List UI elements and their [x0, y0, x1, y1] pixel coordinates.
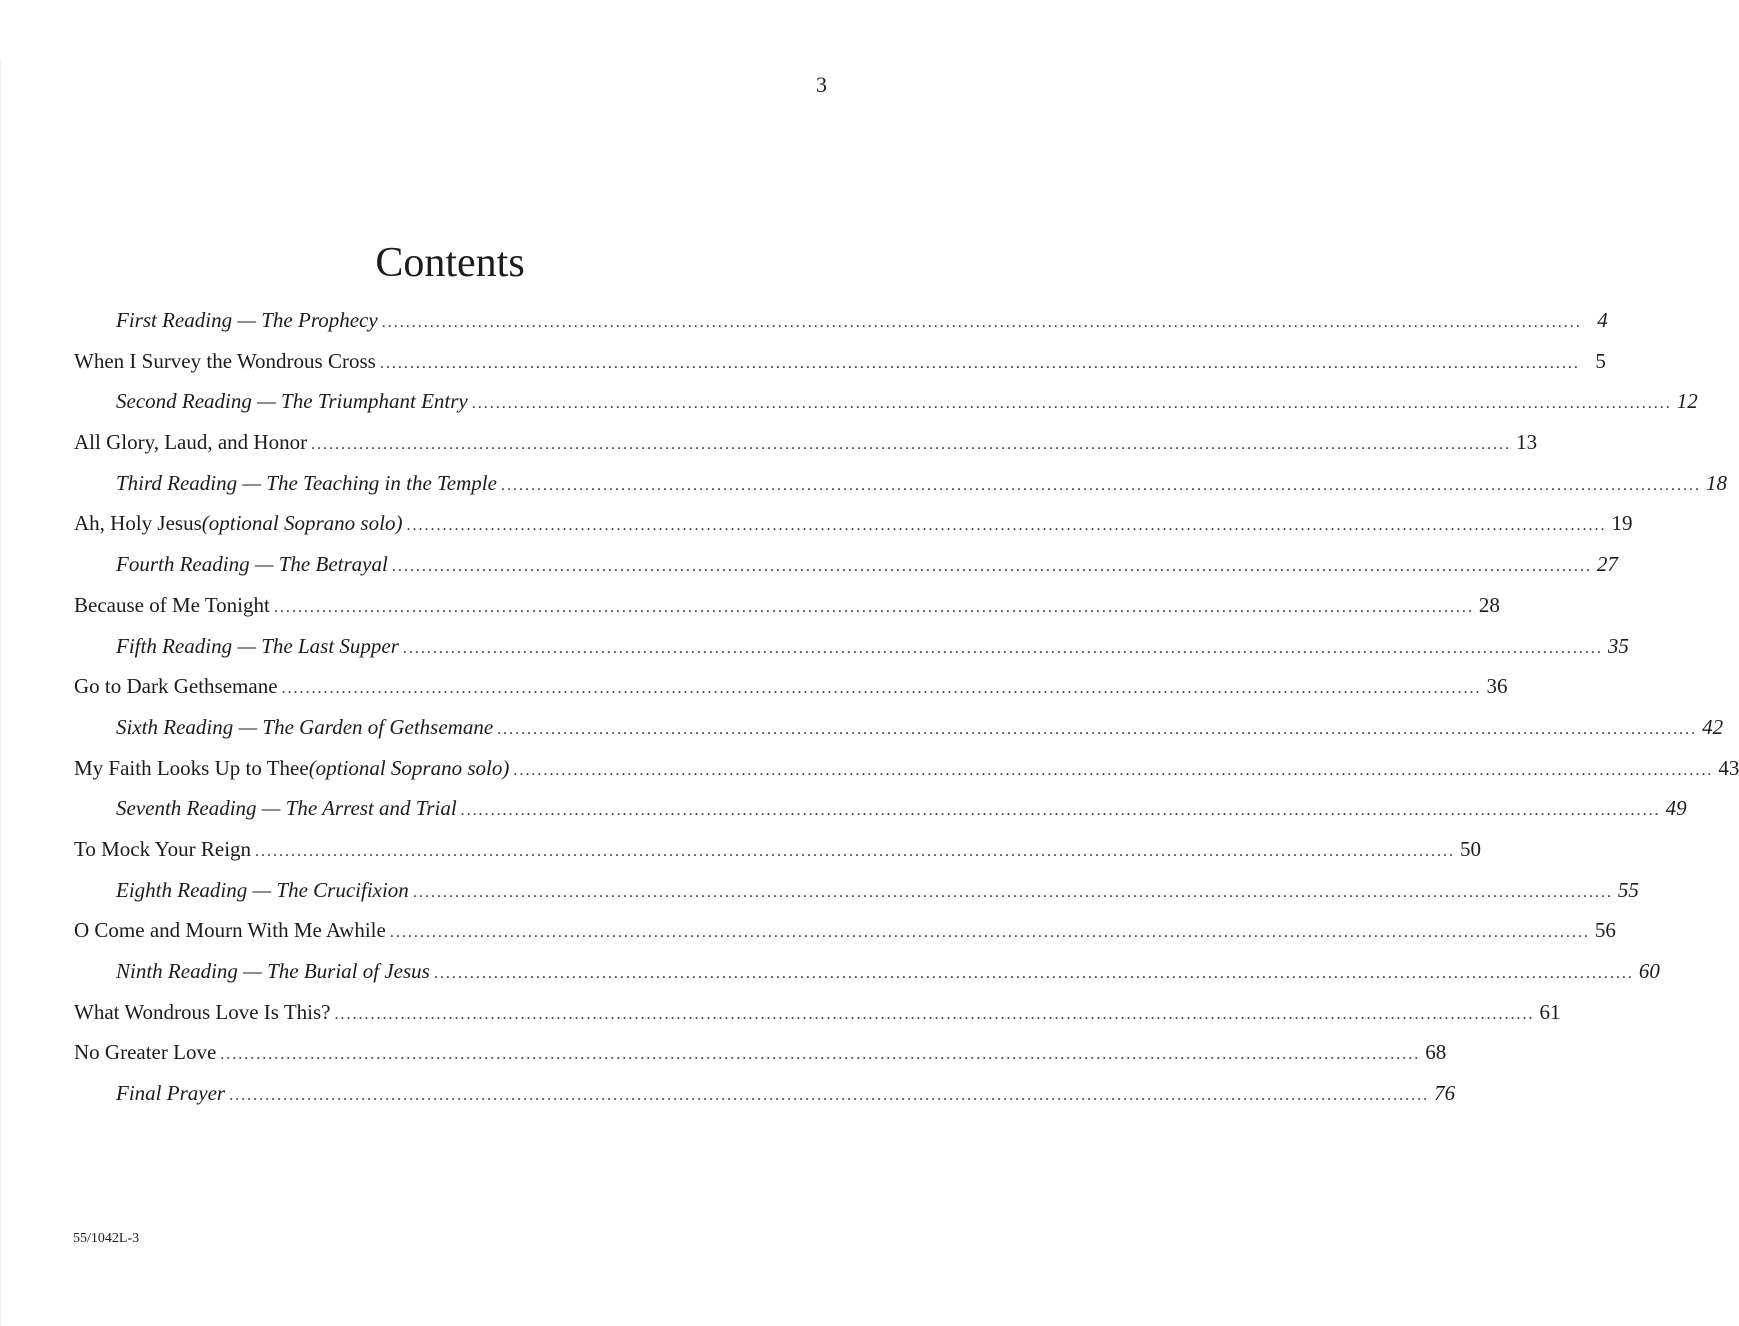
toc-entry[interactable] — [74, 386, 1698, 427]
toc-entry-title: My Faith Looks Up to Thee — [74, 755, 309, 780]
toc-entry[interactable] — [74, 305, 1608, 346]
toc-entry-title: Ninth Reading — The Burial of Jesus — [116, 959, 430, 983]
toc-entry[interactable] — [74, 346, 1606, 387]
toc-entry[interactable] — [74, 753, 1739, 794]
toc-entry-page: 43 — [1718, 755, 1739, 780]
toc-entry-page: 68 — [1425, 1040, 1447, 1065]
toc-entry-page: 56 — [1594, 918, 1616, 943]
toc-entry-page: 12 — [1676, 389, 1698, 414]
toc-entry-page: 19 — [1611, 511, 1633, 536]
dot-leader: ........................................................................................................................................................................................................ — [412, 883, 1613, 901]
dot-leader: ........................................................................................................................................................................................................ — [471, 395, 1672, 413]
dot-leader: ........................................................................................................................................................................................................ — [311, 436, 1512, 454]
dot-leader: ........................................................................................................................................................................................................ — [379, 354, 1580, 372]
toc-entry-title: First Reading — The Prophecy — [116, 308, 378, 332]
dot-leader: ........................................................................................................................................................................................................ — [497, 720, 1698, 738]
toc-entry[interactable] — [74, 875, 1639, 916]
dot-leader: ........................................................................................................................................................................................................ — [402, 639, 1603, 657]
dot-leader: ........................................................................................................................................................................................................ — [281, 680, 1482, 698]
toc-entry-title: Second Reading — The Triumphant Entry — [116, 389, 468, 414]
toc-entry-page: 76 — [1434, 1081, 1456, 1106]
toc-entry[interactable] — [74, 712, 1724, 753]
dot-leader: ........................................................................................................................................................................................................ — [220, 1046, 1421, 1064]
toc-entry-title: Fourth Reading — The Betrayal — [116, 552, 388, 577]
toc-entry-title: Fifth Reading — The Last Supper — [116, 633, 399, 658]
page-number: 3 — [816, 72, 827, 97]
toc-entry-title: What Wondrous Love Is This? — [74, 999, 331, 1024]
toc-entry-page: 49 — [1665, 796, 1687, 821]
toc-entry-page: 27 — [1596, 552, 1618, 577]
toc-entry-title: Go to Dark Gethsemane — [74, 674, 278, 699]
page-title: Contents — [375, 240, 525, 286]
toc-entry[interactable] — [74, 427, 1538, 468]
table-of-contents — [74, 305, 1739, 1119]
dot-leader: ........................................................................................................................................................................................................ — [500, 476, 1701, 494]
toc-entry-note: (optional Soprano solo) — [308, 755, 510, 780]
toc-entry[interactable] — [74, 468, 1727, 509]
toc-entry[interactable] — [74, 915, 1616, 956]
catalog-code: 55/1042L-3 — [73, 1231, 140, 1246]
toc-entry-page: 28 — [1478, 592, 1500, 617]
toc-entry-page: 13 — [1516, 430, 1538, 455]
toc-entry-title: Seventh Reading — The Arrest and Trial — [116, 796, 457, 821]
toc-entry[interactable] — [74, 1078, 1456, 1119]
toc-entry[interactable] — [74, 671, 1508, 712]
toc-entry[interactable] — [74, 997, 1561, 1038]
toc-entry[interactable] — [74, 834, 1482, 875]
toc-entry[interactable] — [74, 549, 1618, 590]
toc-entry-page: 4 — [1597, 308, 1608, 332]
toc-entry-title: When I Survey the Wondrous Cross — [74, 348, 376, 373]
dot-leader: ........................................................................................................................................................................................................ — [433, 965, 1634, 982]
toc-entry-title: Eighth Reading — The Crucifixion — [116, 877, 409, 902]
toc-entry-page: 50 — [1460, 836, 1482, 861]
dot-leader: ........................................................................................................................................................................................................ — [381, 314, 1582, 331]
toc-entry-page: 5 — [1595, 348, 1606, 373]
toc-entry-title: Third Reading — The Teaching in the Temple — [116, 470, 497, 495]
toc-entry[interactable] — [74, 956, 1660, 997]
toc-entry[interactable] — [74, 631, 1629, 672]
toc-entry[interactable] — [74, 508, 1633, 549]
dot-leader: ........................................................................................................................................................................................................ — [460, 802, 1661, 820]
dot-leader: ........................................................................................................................................................................................................ — [406, 517, 1607, 535]
dot-leader: ........................................................................................................................................................................................................ — [255, 842, 1456, 860]
toc-entry-page: 18 — [1705, 470, 1727, 495]
toc-entry-page: 42 — [1702, 714, 1724, 739]
toc-entry-title: No Greater Love — [74, 1040, 217, 1065]
toc-entry-title: O Come and Mourn With Me Awhile — [74, 918, 386, 943]
dot-leader: ........................................................................................................................................................................................................ — [513, 761, 1714, 779]
dot-leader: ........................................................................................................................................................................................................ — [389, 924, 1590, 942]
toc-entry[interactable] — [74, 793, 1687, 834]
dot-leader: ........................................................................................................................................................................................................ — [334, 1005, 1535, 1023]
toc-entry-title: Final Prayer — [116, 1081, 226, 1106]
toc-entry-note: (optional Soprano solo) — [201, 511, 403, 536]
dot-leader: ........................................................................................................................................................................................................ — [273, 598, 1474, 616]
toc-entry-title: Ah, Holy Jesus — [74, 511, 202, 536]
toc-entry-title: Sixth Reading — The Garden of Gethsemane — [116, 714, 494, 739]
toc-entry-page: 61 — [1539, 999, 1561, 1024]
toc-entry-page: 55 — [1617, 877, 1639, 902]
toc-entry-title: Because of Me Tonight — [74, 592, 270, 617]
toc-entry-page: 60 — [1638, 959, 1660, 983]
toc-entry-page: 36 — [1486, 674, 1508, 699]
toc-entry-title: To Mock Your Reign — [74, 836, 252, 861]
dot-leader: ........................................................................................................................................................................................................ — [229, 1087, 1430, 1105]
toc-entry[interactable] — [74, 590, 1500, 631]
toc-entry-page: 35 — [1607, 633, 1629, 658]
toc-entry-title: All Glory, Laud, and Honor — [74, 430, 308, 455]
toc-entry[interactable] — [74, 1037, 1447, 1078]
dot-leader: ........................................................................................................................................................................................................ — [391, 558, 1592, 576]
